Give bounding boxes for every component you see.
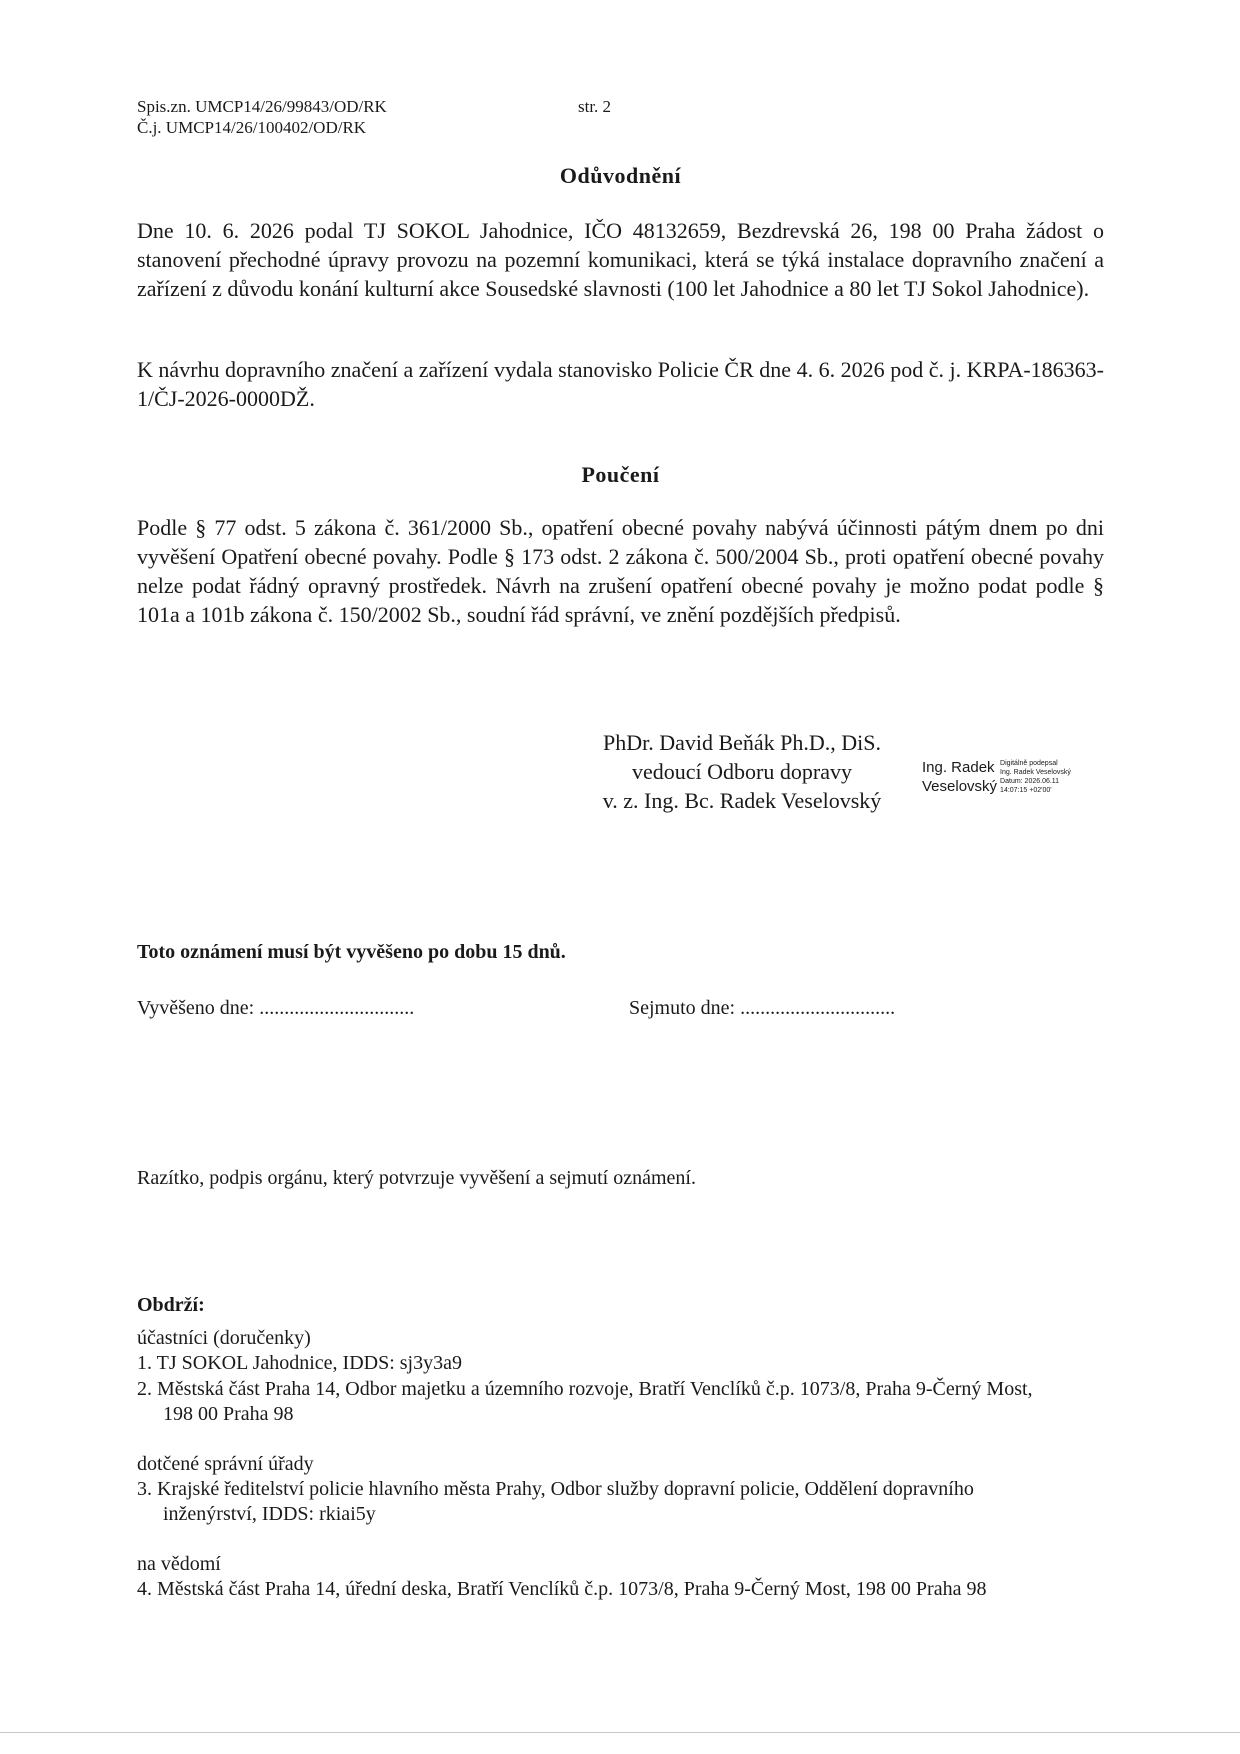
- spis-zn: Spis.zn. UMCP14/26/99843/OD/RK: [137, 97, 387, 116]
- removed-date-dots: ...............................: [740, 997, 896, 1019]
- scan-edge-line: [0, 1732, 1240, 1733]
- esign-detail-1: Digitálně podepsal: [1000, 760, 1058, 767]
- esign-detail-4: 14:07:15 +02'00': [1000, 787, 1052, 794]
- recipient-1: 1. TJ SOKOL Jahodnice, IDDS: sj3y3a9: [137, 1352, 462, 1374]
- esign-name-line-1: Ing. Radek: [922, 759, 995, 776]
- recipients-title: Obdrží:: [137, 1294, 205, 1316]
- esign-detail-3: Datum: 2026.06.11: [1000, 778, 1060, 785]
- recipient-3-continued: inženýrství, IDDS: rkiai5y: [163, 1503, 376, 1525]
- cj-number: Č.j. UMCP14/26/100402/OD/RK: [137, 118, 367, 137]
- esign-name-line-2: Veselovský: [922, 778, 998, 795]
- file-reference: [137, 96, 387, 138]
- esign-detail-2: Ing. Radek Veselovský: [1000, 769, 1071, 776]
- removed-date-label: Sejmuto dne:: [629, 997, 736, 1019]
- posted-date-dots: ...............................: [259, 997, 415, 1019]
- signer-name: PhDr. David Beňák Ph.D., DiS.: [602, 730, 882, 755]
- posted-date-field: [137, 996, 414, 1021]
- section-title-pouceni: Poučení: [581, 462, 660, 487]
- electronic-signature: [922, 758, 1071, 796]
- signer-role: vedoucí Odboru dopravy: [632, 759, 852, 784]
- posting-requirement: Toto oznámení musí být vyvěšeno po dobu 15 dnů.: [137, 941, 566, 963]
- oduvodneni-paragraph-1: Dne 10. 6. 2026 podal TJ SOKOL Jahodnice, IČO 48132659, Bezdrevská 26, 198 00 Praha žádost o stanovení přechodné úpravy provozu na pozemní komunikaci, která se týká instalace dopravního značení a zařízení z důvodu konání kulturní akce Sousedské slavnosti (100 let Jahodnice a 80 let TJ Sokol Jahodnice).: [137, 218, 1104, 301]
- recipient-2: 2. Městská část Praha 14, Odbor majetku a územního rozvoje, Bratří Venclíků č.p. 1073/8, Praha 9-Černý Most,: [137, 1378, 1033, 1400]
- stamp-note: Razítko, podpis orgánu, který potvrzuje vyvěšení a sejmutí oznámení.: [137, 1167, 696, 1189]
- recipients-group-authorities: dotčené správní úřady: [137, 1453, 314, 1475]
- section-title-oduvodneni: Odůvodnění: [559, 163, 682, 188]
- posted-date-label: Vyvěšeno dne:: [137, 997, 255, 1019]
- recipient-2-continued: 198 00 Praha 98: [163, 1403, 294, 1425]
- pouceni-paragraph: Podle § 77 odst. 5 zákona č. 361/2000 Sb., opatření obecné povahy nabývá účinnosti pátým dnem po dni vyvěšení Opatření obecné povahy. Podle § 173 odst. 2 zákona č. 500/2004 Sb., proti opatření obecné povahy nelze podat řádný opravný prostředek. Návrh na zrušení opatření obecné povahy je možno podat podle § 101a a 101b zákona č. 150/2002 Sb., soudní řád správní, ve znění pozdějších předpisů.: [137, 515, 1104, 627]
- recipients-group-participants: účastníci (doručenky): [137, 1327, 311, 1349]
- recipient-4: 4. Městská část Praha 14, úřední deska, Bratří Venclíků č.p. 1073/8, Praha 9-Černý Most, 198 00 Praha 98: [137, 1578, 987, 1600]
- signer-proxy: v. z. Ing. Bc. Radek Veselovský: [602, 788, 882, 813]
- recipient-3: 3. Krajské ředitelství policie hlavního města Prahy, Odbor služby dopravní policie, Oddělení dopravního: [137, 1478, 974, 1500]
- removed-date-field: [629, 996, 895, 1021]
- page-number: str. 2: [578, 97, 612, 116]
- oduvodneni-paragraph-2: K návrhu dopravního značení a zařízení vydala stanovisko Policie ČR dne 4. 6. 2026 pod č. j. KRPA-186363-1/ČJ-2026-0000DŽ.: [137, 357, 1104, 411]
- recipients-group-for-information: na vědomí: [137, 1553, 221, 1575]
- signature-block: [572, 728, 912, 815]
